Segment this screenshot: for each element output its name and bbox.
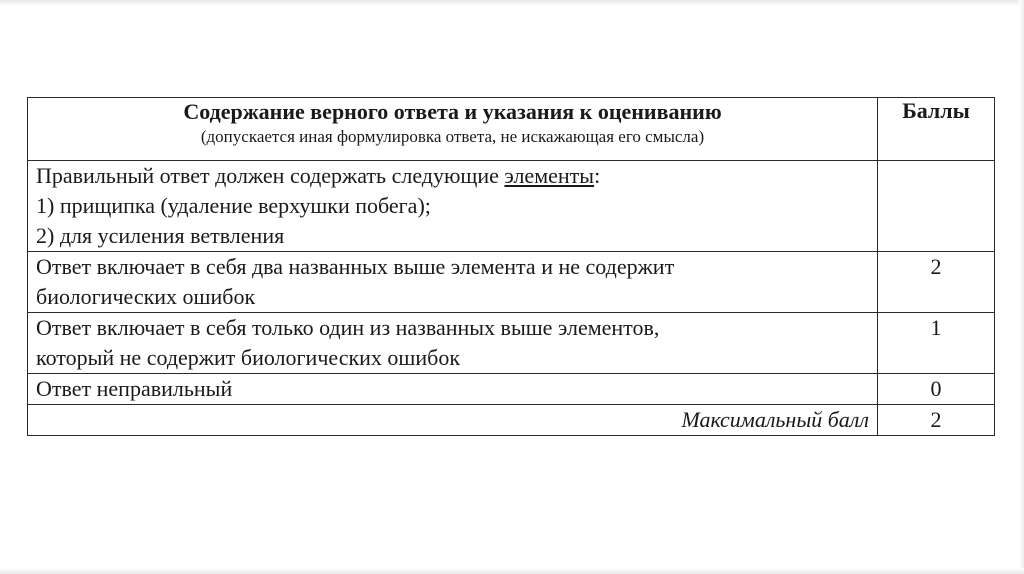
header-points: Баллы [878,98,995,161]
criterion-row [28,252,995,313]
criterion-line: который не содержит биологических ошибок [36,345,461,370]
answer-item-1: 1) прищипка (удаление верхушки побега); [36,193,431,218]
criterion-points: 0 [878,374,995,405]
answer-row [28,161,995,252]
criterion-points: 1 [878,313,995,374]
answer-item-2: 2) для усиления ветвления [36,223,285,248]
header-title: Содержание верного ответа и указания к оцениванию [183,99,722,124]
slide-right-edge [1019,0,1024,574]
header-subtitle: (допускается иная формулировка ответа, не искажающая его смысла) [200,127,705,146]
criterion-text [28,252,878,313]
slide-top-edge [0,0,1024,6]
answer-points-empty [878,161,995,252]
criterion-line: Ответ включает в себя два названных выше элемента и не содержит [36,254,675,279]
criterion-text [28,374,878,405]
grading-table [27,97,995,436]
header-content-cell [28,98,878,161]
max-score-row [28,405,995,436]
max-score-label: Максимальный балл [28,405,878,436]
max-score-points: 2 [878,405,995,436]
criterion-line: Ответ включает в себя только один из названных выше элементов, [36,315,660,340]
answer-intro-suffix: : [594,163,601,188]
criterion-line: биологических ошибок [36,284,256,309]
answer-intro [36,161,869,191]
answer-intro-elements: элементы [504,163,595,188]
criterion-points: 2 [878,252,995,313]
criterion-row [28,313,995,374]
header-row [28,98,995,161]
slide-bottom-edge [0,568,1024,574]
criterion-line: Ответ неправильный [36,376,233,401]
answer-intro-prefix: Правильный ответ должен содержать следующие [36,163,505,188]
answer-elements-cell [28,161,878,252]
criterion-text [28,313,878,374]
criterion-row [28,374,995,405]
